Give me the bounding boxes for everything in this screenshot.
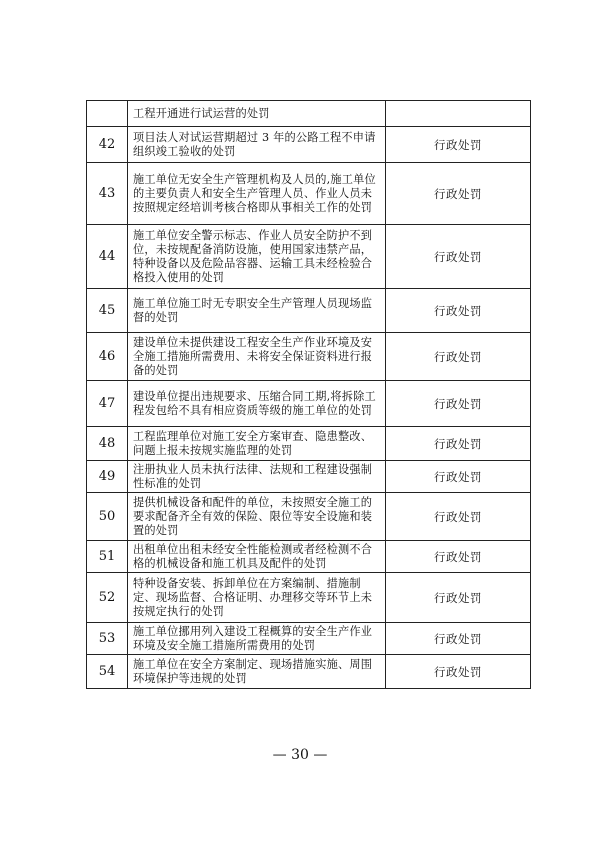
action-type-cell: 行政处罚 (386, 461, 531, 493)
item-description-cell: 提供机械设备和配件的单位，未按照安全施工的要求配备齐全有效的保险、限位等安全设施和装置的处罚 (128, 493, 386, 541)
row-number-cell: 54 (87, 655, 128, 689)
table-row (87, 541, 531, 573)
table-row (87, 573, 531, 623)
action-type-cell: 行政处罚 (386, 163, 531, 225)
table-row (87, 381, 531, 427)
table-row (87, 461, 531, 493)
table-row (87, 333, 531, 381)
table-row (87, 225, 531, 289)
item-description-cell: 建设单位未提供建设工程安全生产作业环境及安全施工措施所需费用、未将安全保证资料进行报备的处罚 (128, 333, 386, 381)
item-description-cell: 出租单位出租未经安全性能检测或者经检测不合格的机械设备和施工机具及配件的处罚 (128, 541, 386, 573)
row-number-cell: 48 (87, 427, 128, 461)
action-type-cell: 行政处罚 (386, 573, 531, 623)
item-description-cell: 工程监理单位对施工安全方案审查、隐患整改、问题上报未按规实施监理的处罚 (128, 427, 386, 461)
item-description-cell: 特种设备安装、拆卸单位在方案编制、措施制定、现场监督、合格证明、办理移交等环节上未按规定执行的处罚 (128, 573, 386, 623)
item-description-cell: 工程开通进行试运营的处罚 (128, 101, 386, 127)
action-type-cell (386, 101, 531, 127)
row-number-cell: 52 (87, 573, 128, 623)
action-type-cell: 行政处罚 (386, 127, 531, 163)
page-number: — 30 — (272, 747, 328, 763)
item-description-cell: 施工单位无安全生产管理机构及人员的,施工单位的主要负责人和安全生产管理人员、作业人员未按照规定经培训考核合格即从事相关工作的处罚 (128, 163, 386, 225)
item-description-cell: 施工单位安全警示标志、作业人员安全防护不到位，未按规配备消防设施，使用国家违禁产品，特种设备以及危险品容器、运输工具未经检验合格投入使用的处罚 (128, 225, 386, 289)
table-row (87, 655, 531, 689)
table-row (87, 127, 531, 163)
row-number-cell (87, 101, 128, 127)
action-type-cell: 行政处罚 (386, 541, 531, 573)
table-body (87, 101, 531, 689)
table-row (87, 623, 531, 655)
row-number-cell: 42 (87, 127, 128, 163)
item-description-cell: 项目法人对试运营期超过 3 年的公路工程不申请组织竣工验收的处罚 (128, 127, 386, 163)
action-type-cell: 行政处罚 (386, 289, 531, 333)
action-type-cell: 行政处罚 (386, 623, 531, 655)
row-number-cell: 49 (87, 461, 128, 493)
table-row (87, 289, 531, 333)
row-number-cell: 44 (87, 225, 128, 289)
row-number-cell: 53 (87, 623, 128, 655)
table-row (87, 163, 531, 225)
item-description-cell: 建设单位提出违规要求、压缩合同工期,将拆除工程发包给不具有相应资质等级的施工单位的处罚 (128, 381, 386, 427)
table-row (87, 427, 531, 461)
row-number-cell: 51 (87, 541, 128, 573)
table-row (87, 493, 531, 541)
penalty-table (86, 100, 531, 689)
action-type-cell: 行政处罚 (386, 333, 531, 381)
row-number-cell: 46 (87, 333, 128, 381)
row-number-cell: 47 (87, 381, 128, 427)
action-type-cell: 行政处罚 (386, 493, 531, 541)
action-type-cell: 行政处罚 (386, 655, 531, 689)
row-number-cell: 43 (87, 163, 128, 225)
action-type-cell: 行政处罚 (386, 225, 531, 289)
item-description-cell: 施工单位挪用列入建设工程概算的安全生产作业环境及安全施工措施所需费用的处罚 (128, 623, 386, 655)
item-description-cell: 注册执业人员未执行法律、法规和工程建设强制性标准的处罚 (128, 461, 386, 493)
action-type-cell: 行政处罚 (386, 381, 531, 427)
row-number-cell: 45 (87, 289, 128, 333)
item-description-cell: 施工单位施工时无专职安全生产管理人员现场监督的处罚 (128, 289, 386, 333)
table-row (87, 101, 531, 127)
action-type-cell: 行政处罚 (386, 427, 531, 461)
item-description-cell: 施工单位在安全方案制定、现场措施实施、周围环境保护等违规的处罚 (128, 655, 386, 689)
row-number-cell: 50 (87, 493, 128, 541)
